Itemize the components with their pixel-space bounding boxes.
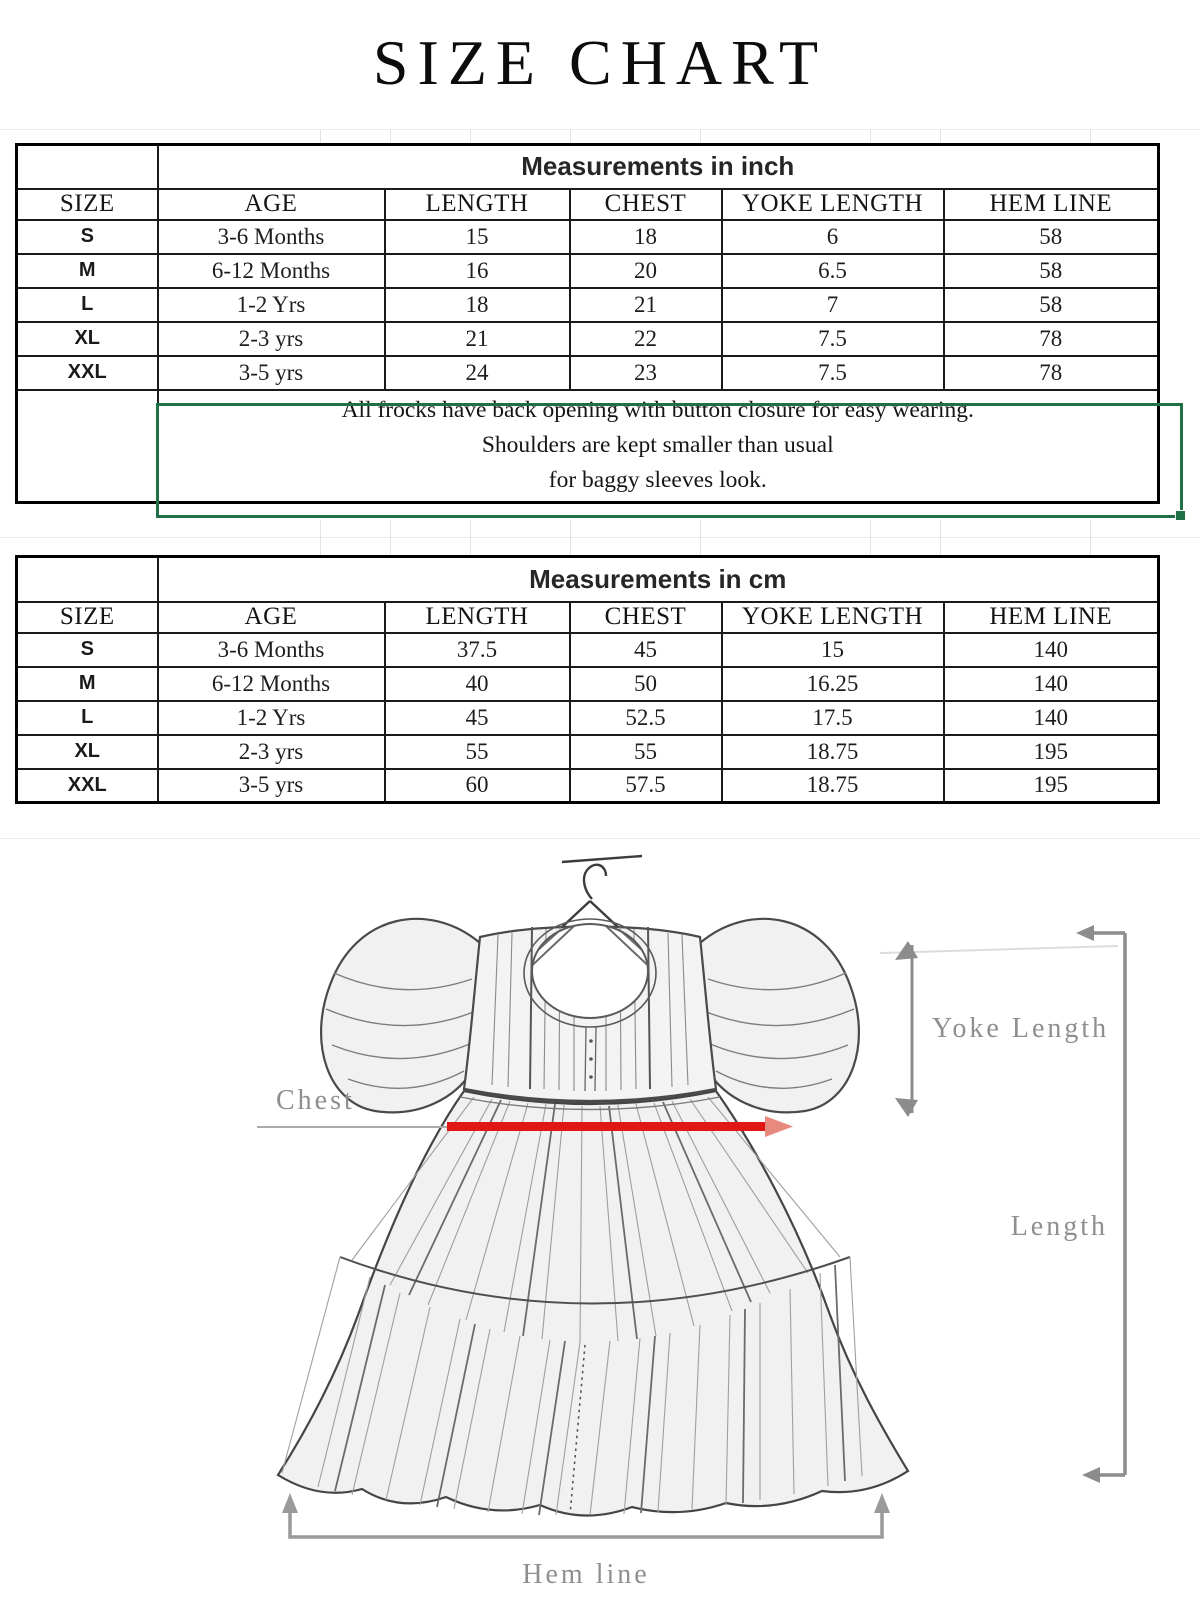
table-row	[17, 769, 1159, 803]
chest-line	[447, 1122, 765, 1131]
col-header-chest: CHEST	[570, 189, 722, 220]
table-cell: 7	[722, 288, 944, 322]
table-cell: 3-6 Months	[158, 633, 385, 667]
gridline	[940, 520, 941, 555]
table-cell-blank	[17, 145, 158, 189]
table-row	[17, 356, 1159, 390]
gridline	[940, 129, 941, 143]
cm-table-title: Measurements in cm	[158, 557, 1159, 602]
table-cell: 21	[570, 288, 722, 322]
table-cell: XL	[17, 735, 158, 769]
inch-table-title: Measurements in inch	[158, 145, 1159, 189]
gridline	[390, 520, 391, 555]
table-cell: M	[17, 254, 158, 288]
table-row	[17, 557, 1159, 602]
note-line: All frocks have back opening with button closure for easy wearing.	[341, 397, 974, 424]
col-header-hem: HEM LINE	[944, 602, 1159, 633]
table-cell: 40	[385, 667, 570, 701]
table-cell: 60	[385, 769, 570, 803]
col-header-size: SIZE	[17, 189, 158, 220]
table-cell: 78	[944, 322, 1159, 356]
table-row	[17, 667, 1159, 701]
table-cell-blank	[17, 557, 158, 602]
table-cell: 140	[944, 667, 1159, 701]
gridline	[0, 838, 1200, 839]
table-cell: 18	[570, 220, 722, 254]
table-cell: 195	[944, 769, 1159, 803]
table-cell: 3-5 yrs	[158, 356, 385, 390]
table-cell: 45	[385, 701, 570, 735]
table-cell: 18	[385, 288, 570, 322]
table-cell: 2-3 yrs	[158, 322, 385, 356]
table-row	[17, 220, 1159, 254]
length-annotation	[1011, 925, 1125, 1483]
table-cell: 21	[385, 322, 570, 356]
table-cell: S	[17, 220, 158, 254]
arrow-up-icon	[895, 941, 918, 960]
table-cell: 3-5 yrs	[158, 769, 385, 803]
table-cell: 7.5	[722, 322, 944, 356]
arrow-left-icon	[1076, 925, 1094, 941]
gridline	[700, 129, 701, 143]
hem-line-label: Hem line	[522, 1559, 650, 1590]
note-line: Shoulders are kept smaller than usual	[481, 432, 834, 459]
table-cell-blank	[17, 390, 158, 503]
table-cell: 195	[944, 735, 1159, 769]
table-row	[17, 701, 1159, 735]
length-label: Length	[1010, 1211, 1108, 1242]
table-row	[17, 735, 1159, 769]
chest-label: Chest	[276, 1085, 355, 1116]
table-cell: 78	[944, 356, 1159, 390]
table-cell: 7.5	[722, 356, 944, 390]
table-cell: 15	[385, 220, 570, 254]
table-cell: M	[17, 667, 158, 701]
table-cell: 22	[570, 322, 722, 356]
table-cell: 58	[944, 254, 1159, 288]
table-cell: 140	[944, 701, 1159, 735]
table-cell: 6	[722, 220, 944, 254]
col-header-length: LENGTH	[385, 189, 570, 220]
table-cell: 55	[385, 735, 570, 769]
gridline	[870, 520, 871, 555]
col-header-length: LENGTH	[385, 602, 570, 633]
gridline	[390, 129, 391, 143]
table-row	[17, 602, 1159, 633]
table-row	[17, 390, 1159, 503]
arrow-up-icon	[874, 1493, 890, 1513]
table-cell: 6.5	[722, 254, 944, 288]
gridline	[1090, 520, 1091, 555]
note-cell	[158, 390, 1159, 503]
yoke-length-annotation	[895, 941, 1109, 1117]
cm-table	[15, 555, 1160, 804]
col-header-age: AGE	[158, 602, 385, 633]
table-row	[17, 288, 1159, 322]
gridline	[870, 129, 871, 143]
page-title: SIZE CHART	[372, 27, 828, 98]
gridline	[0, 537, 1200, 538]
table-cell: 37.5	[385, 633, 570, 667]
table-cell: 2-3 yrs	[158, 735, 385, 769]
guide-line	[880, 946, 1118, 953]
arrow-up-icon	[282, 1493, 298, 1513]
table-cell: 50	[570, 667, 722, 701]
gridline	[570, 129, 571, 143]
inch-table	[15, 143, 1160, 504]
gridline	[1090, 129, 1091, 143]
table-cell: 140	[944, 633, 1159, 667]
table-cell: 16	[385, 254, 570, 288]
dress-illustration	[240, 845, 1200, 1600]
table-cell: 58	[944, 220, 1159, 254]
col-header-yoke: YOKE LENGTH	[722, 602, 944, 633]
table-cell: 45	[570, 633, 722, 667]
gridline	[570, 520, 571, 555]
table-cell: 20	[570, 254, 722, 288]
gridline	[470, 129, 471, 143]
table-cell: 6-12 Months	[158, 667, 385, 701]
table-row	[17, 145, 1159, 189]
arrow-down-icon	[895, 1098, 918, 1117]
col-header-chest: CHEST	[570, 602, 722, 633]
table-cell: 17.5	[722, 701, 944, 735]
table-cell: S	[17, 633, 158, 667]
table-cell: 18.75	[722, 769, 944, 803]
table-cell: XXL	[17, 769, 158, 803]
gridline	[320, 520, 321, 555]
gridline	[700, 520, 701, 555]
yoke-length-label: Yoke Length	[932, 1013, 1110, 1044]
col-header-size: SIZE	[17, 602, 158, 633]
table-cell: 15	[722, 633, 944, 667]
table-cell: 23	[570, 356, 722, 390]
col-header-age: AGE	[158, 189, 385, 220]
arrow-left-icon	[1082, 1467, 1100, 1483]
table-cell: L	[17, 288, 158, 322]
table-cell: L	[17, 701, 158, 735]
chest-arrow-icon	[765, 1116, 793, 1137]
table-cell: 57.5	[570, 769, 722, 803]
table-row	[17, 322, 1159, 356]
dress-sketch	[278, 903, 908, 1516]
selection-fill-handle	[1175, 510, 1186, 521]
table-cell: 18.75	[722, 735, 944, 769]
table-cell: 52.5	[570, 701, 722, 735]
table-cell: XL	[17, 322, 158, 356]
gridline	[0, 129, 1200, 130]
table-cell: 1-2 Yrs	[158, 701, 385, 735]
table-cell: XXL	[17, 356, 158, 390]
table-cell: 55	[570, 735, 722, 769]
col-header-yoke: YOKE LENGTH	[722, 189, 944, 220]
table-cell: 1-2 Yrs	[158, 288, 385, 322]
table-cell: 58	[944, 288, 1159, 322]
table-cell: 3-6 Months	[158, 220, 385, 254]
table-cell: 24	[385, 356, 570, 390]
col-header-hem: HEM LINE	[944, 189, 1159, 220]
table-cell: 6-12 Months	[158, 254, 385, 288]
table-row	[17, 254, 1159, 288]
table-cell: 16.25	[722, 667, 944, 701]
gridline	[320, 129, 321, 143]
table-row	[17, 189, 1159, 220]
gridline	[470, 520, 471, 555]
table-row	[17, 633, 1159, 667]
note-line: for baggy sleeves look.	[548, 467, 767, 494]
